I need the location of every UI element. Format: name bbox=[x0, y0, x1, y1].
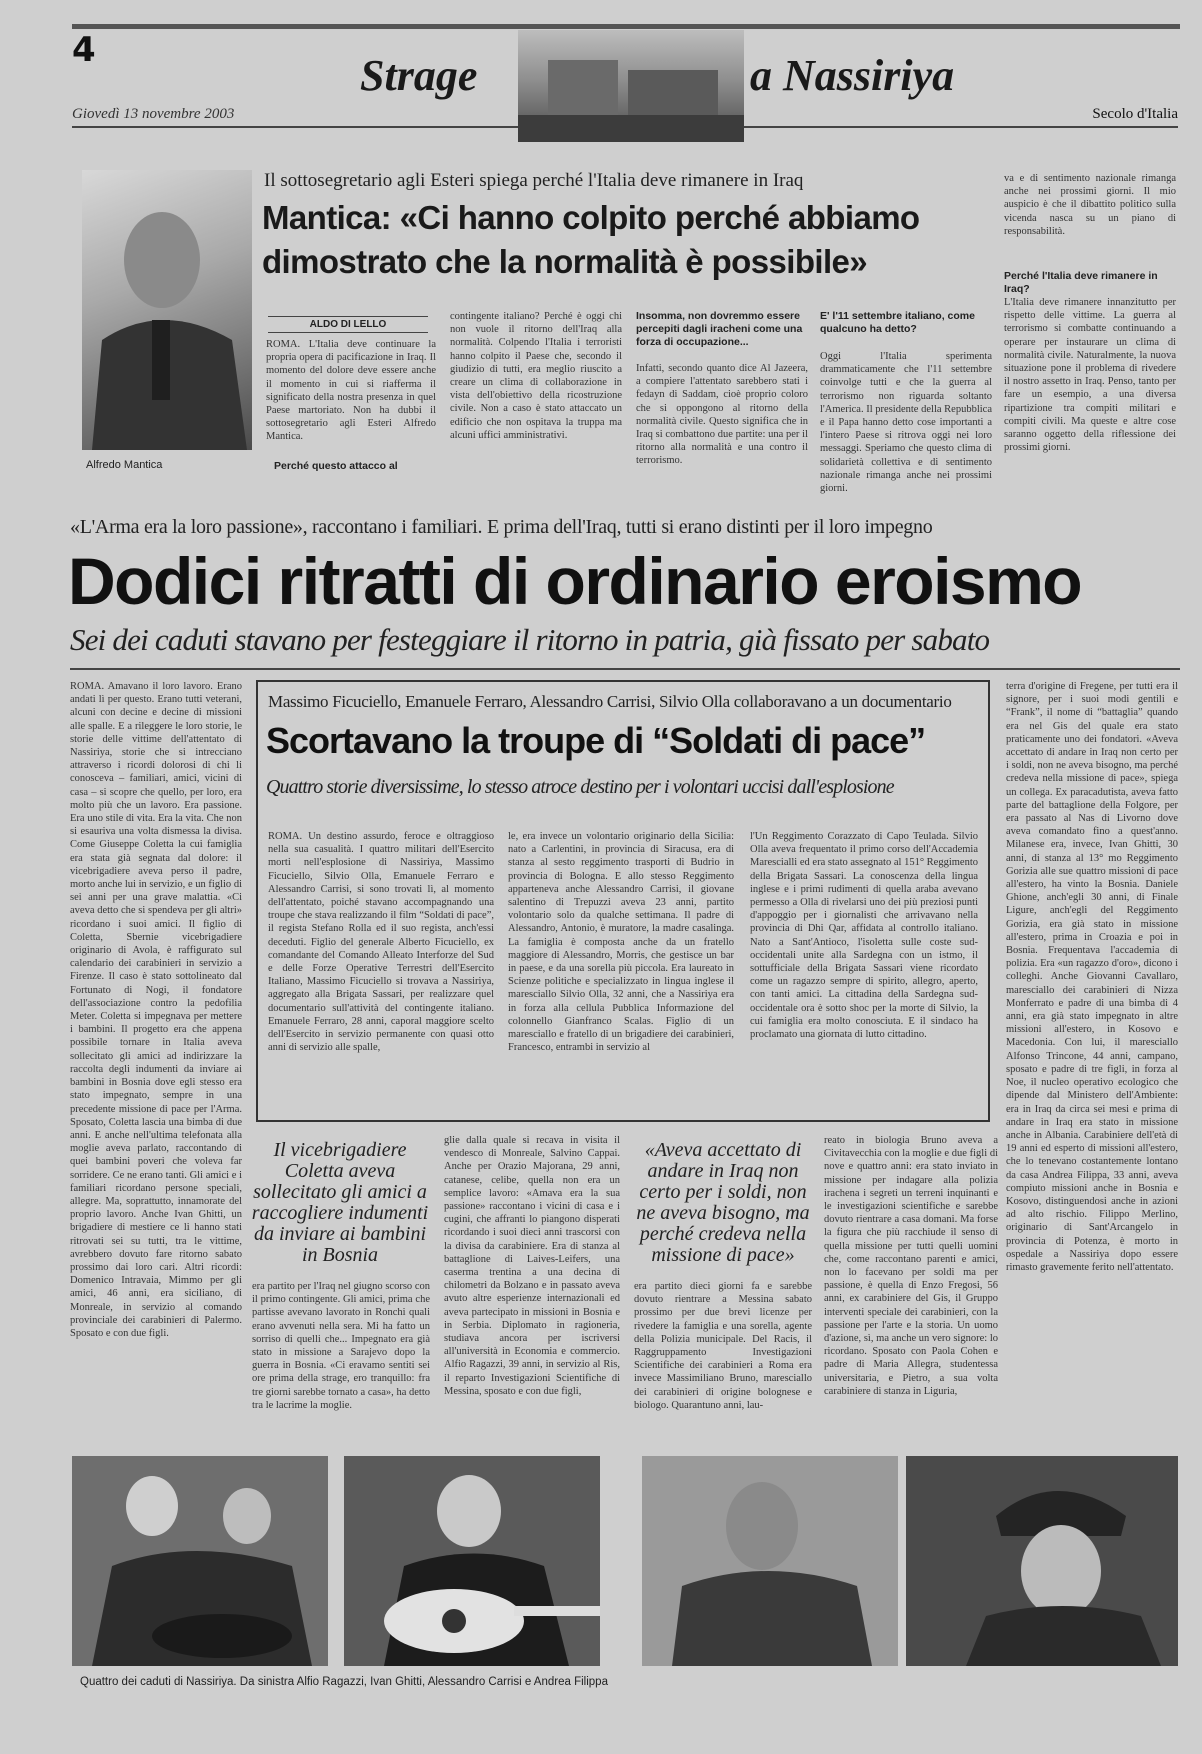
photo-alfio-ragazzi bbox=[72, 1456, 328, 1666]
article1-col1-question: Perché questo attacco al bbox=[274, 460, 398, 472]
box-subhead: Quattro storie diversissime, lo stesso atroce destino per i volontari uccisi dall'esplosione bbox=[266, 776, 894, 798]
article2-subhead: Sei dei caduti stavano per festeggiare il ritorno in patria, già fissato per sabato bbox=[70, 622, 990, 657]
article1-col5-question: Perché l'Italia deve rimanere in Iraq? bbox=[1004, 270, 1158, 295]
article1-col3: Infatti, secondo quanto dice Al Jazeera, a compiere l'attentato sarebbero stati i fedayn di Saddam, cioè proprio coloro che si oppongono al ritorno della normalità civile. Questo significa che in Iraq si combattono due partite: una per il ritorno alla normalità e una contro il terrorismo. bbox=[636, 363, 808, 467]
article1-col5: va e di sentimento nazionale rimanga anche nei prossimi giorni. Il mio auspicio è che il dibattito politico sulla vicenda nasca su un piano di responsabilità. bbox=[1004, 173, 1176, 237]
pullquote-coletta: Il vicebrigadiere Coletta aveva sollecitato gli amici a raccogliere indumenti da inviare ai bambini in Bosnia bbox=[251, 1139, 429, 1266]
article1-col3-question: Insomma, non dovremmo essere percepiti dagli iracheni come una forza di occupazione... bbox=[636, 310, 803, 348]
article1-kicker: Il sottosegretario agli Esteri spiega perché l'Italia deve rimanere in Iraq bbox=[264, 170, 804, 191]
article1-col4-question: E' l'11 settembre italiano, come qualcuno ha detto? bbox=[820, 310, 975, 335]
article1-headline: Mantica: «Ci hanno colpito perché abbiamo dimostrato che la normalità è possibile» bbox=[262, 199, 920, 280]
photo-alessandro-carrisi bbox=[642, 1456, 898, 1666]
newspaper-name: Secolo d'Italia bbox=[1092, 106, 1178, 122]
article1-col1: ROMA. L'Italia deve continuare la propria opera di pacificazione in Iraq. Il momento del dolore deve essere anche il momento in cui si riafferma il significato della nostra presenza in quel Paese martoriato. Non ha dubbi il sottosegretario agli Esteri Alfredo Mantica. bbox=[266, 339, 436, 443]
article1-col2: contingente italiano? Perché è oggi chi non vuole il ritorno dell'Iraq alla normalità. Colpendo l'Italia i terroristi hanno colpito il Paese che, secondo il giudizio di tutti, era meglio riuscito a creare un clima di collaborazione in vista dell'obiettivo della ricostruzione civile. Non a caso è stato attaccato un edificio che non ospitava la truppa ma alcuni uffici amministrativi. bbox=[450, 311, 622, 441]
photo-andrea-filippa bbox=[906, 1456, 1178, 1666]
article2-bottom-col4: reato in biologia Bruno aveva a Civitavecchia con la moglie e due figli di nove e quattro anni: era stato inviato in missione per indagare alla polizia irachena i segreti un terreni inquinanti e le investigazioni scientifiche e sarebbe dovuto rientrare a casa domani. Ma forse la figura che più racchiude il senso di quella missione per tutti quelli uomini che, come raccontano parenti e amici, non lo facevano per soldi ma per passione, è quella di Enzo Fregosi, 56 anni, ex carabiniere del Gis, il Gruppo interventi speciale dei carabinieri, con la passione per l'arte e la storia. Un uomo d'azione, sì, ma anche un vero signore: lo ricordano. Sposato con Paola Cohen e padre di Maria Allegra, studentessa universitaria, e Pietro, a sua volta carabiniere di stanza in Liguria, bbox=[824, 1135, 998, 1397]
article2-right-col: terra d'origine di Fregene, per tutti era il signore, per i suoi modi gentili e “Frank”, il nome di “battaglia” quando era nel Gis del quale era stato praticamente uno dei fondatori. «Aveva accettato di andare in Iraq non certo per i soldi, non ne aveva bisogno, ma perché credeva nella missione di pace», spiega un collega. Ex paracadutista, aveva fatto parte del battaglione della Folgore, per era passato al Nas di Livorno dove aveva comandato fino a quest'anno. Milanese era, invece, Ivan Ghitti, 30 anni, di stanza al 13° mo Reggimento Gorizia alle sue quattro missioni di pace all'estero, ha vinto la Bosnia. Daniele Ghione, anch'egli 30 anni, di Finale Ligure, anch'egli del Reggimento Gorizia, era già stato in missione all'estero, prima in Croazia e poi in Bosnia. Frequentava l'accademia di polizia. Era «un ragazzo d'oro», dicono i colleghi. Anche Giovanni Cavallaro, maresciallo dei carabinieri di Nizza Monferrato e padre di una bimba di 4 anni, era già stato impegnato in altre missioni all'estero, in Kosovo e Macedonia. Con lui, il maresciallo Alfonso Trincone, 44 anni, campano, sposato e padre di tre figli, in forza al Noe, il nucleo operativo ecologico che dipende dal Ministero dell'Ambiente: era in Iraq da circa sei mesi e prima di andare in Iraq era stato in missione anche in Albania. Carabiniere dell'età di 19 anni ed esperto di missioni all'estero, che lo tenevano costantemente lontano da casa Andrea Filippa, 33 anni, aveva compiuto missioni anche in Bosnia e Kosovo, distinguendosi anche in azioni ad alto rischio. Filippo Merlino, originario di Sant'Arcangelo in provincia di Potenza, è morto in ospedale a Nassiriya dopo essere rimasto gravemente ferito nell'attentato. bbox=[1006, 681, 1178, 1273]
photo-ivan-ghitti bbox=[344, 1456, 600, 1666]
box-col2: le, era invece un volontario originario della Sicilia: nato a Carlentini, in provincia di Siracusa, era di stanza al sesto reggimento trasporti di Budrio in provincia di Bologna. E allo stesso Reggimento apparteneva anche Alessandro Carrisi, il giovane salentino di Trepuzzi aveva 23 anni, partito volontario solo da qualche settimana. Il padre di Alessandro, Antonio, è muratore, la madre casalinga. La famiglia è composta anche da un fratello maggiore di Alessandro, Morris, che gestisce un bar in paese, e da una sorella più piccola. Era laureato in Scienze politiche e specializzato in lingua inglese il maresciallo Silvio Olla, 32 anni, che a Nassiriya era in forza alla cellula Pubblica Informazione del colonnello Gianfranco Scalas. Figlio di un maresciallo e fratello di un brigadiere dei carabinieri, Francesco, entrambi in servizio al bbox=[508, 831, 734, 1054]
issue-date: Giovedì 13 novembre 2003 bbox=[72, 106, 235, 122]
article2-headline: Dodici ritratti di ordinario eroismo bbox=[68, 544, 1082, 618]
article2-kicker: «L'Arma era la loro passione», raccontano i familiari. E prima dell'Iraq, tutti si erano distinti per il loro impegno bbox=[70, 516, 933, 538]
pullquote-missione: «Aveva accettato di andare in Iraq non certo per i soldi, non ne aveva bisogno, ma perché credeva nella missione di pace» bbox=[636, 1139, 810, 1266]
article1-col4: Oggi l'Italia sperimenta drammaticamente che l'11 settembre coinvolge tutti e che la guerra al terrorismo non riguarda soltanto l'America. Il presidente della Repubblica e il Papa hanno detto cose importanti a l'intero Paese si ritrova oggi nei loro messaggi. Speriamo che questo clima di solidarietà collettiva e di sentimento nazionale rimanga anche nei prossimi giorni. bbox=[820, 351, 992, 495]
article2-bottom-col1: era partito per l'Iraq nel giugno scorso con il primo contingente. Gli amici, prima che partisse avevano lavorato in Ronchi quali erano avvenuti nella sera. Mi ha fatto un sorriso di quelli che... Impegnato era già stato in missione a Sarajevo dopo la guerra in Bosnia. «Ci eravamo sentiti sei ore prima della strage, ero tranquillo: fra tre giorni sarebbe tornato a casa», ha detto tra le lacrime la moglie. bbox=[252, 1281, 430, 1411]
mantica-photo bbox=[82, 170, 252, 450]
article2-bottom-col3: era partito dieci giorni fa e sarebbe dovuto rientrare a Messina sabato prossimo per due brevi licenze per rivedere la famiglia e una sorella, agente della Polizia municipale. Del Racis, il Raggruppamento Investigazioni Scientifiche dei carabinieri a Roma era invece Massimiliano Bruno, maresciallo dei carabinieri di origine bolognese e biologo. Quarantuno anni, lau- bbox=[634, 1281, 812, 1411]
box-kicker: Massimo Ficuciello, Emanuele Ferraro, Alessandro Carrisi, Silvio Olla collaboravano a un documentario bbox=[268, 692, 952, 711]
box-col1: ROMA. Un destino assurdo, feroce e oltraggioso nella sua casualità. I quattro militari dell'Esercito morti nell'esplosione di Nassiriya, Massimo Ficuciello, Silvio Olla, Emanuele Ferraro e Alessandro Carrisi, si sono trovati lì, al momento dell'attentato, poiché stavano accompagnando una troupe che stava realizzando il film “Soldati di pace”, il regista Stefano Rolla ed il suo regista, anch'essi deceduti. Figlio del generale Alberto Ficuciello, ex comandante del Comando Alleato Interforze del Sud e delle Forze Operative Terrestri dell'Esercito Italiano, Massimo Ficuciello si trovava a Nassiriya, aggregato alla Brigata Sassari, per realizzare quel documentario sull'attività del contingente italiano. Emanuele Ferraro, 28 anni, caporal maggiore scelto dell'Esercito in servizio permanente con quasi otto anni di servizio alle spalle, bbox=[268, 831, 494, 1054]
article2-bottom-col2: glie dalla quale si recava in visita il vendesco di Monreale, Salvino Cappai. Anche per Orazio Majorana, 29 anni, catanese, celibe, quella non era un semplice lavoro: «Amava era la sua passione» raccontano i vicini di casa e i cugini, che affranti lo piangono disperati ricordando i suoi dieci anni trascorsi con la divisa da carabiniere. Era di stanza al battaglione di Laives-Leifers, una caserma trentina a una decina di chilometri da Bolzano e in passato aveva avuto altre esperienze internazionali ed aveva partecipato in missioni in Bosnia e in Serbia. Diplomato in ragioneria, studiava ancora per iscriversi all'università in Economia e commercio. Alfio Ragazzi, 39 anni, in servizio al Ris, il reparto Investigazioni Scientifiche di Messina, sposato e con due figli, bbox=[444, 1135, 620, 1397]
masthead-photo bbox=[518, 30, 744, 142]
box-col3: l'Un Reggimento Corazzato di Capo Teulada. Silvio Olla aveva frequentato il primo corso dell'Accademia Marescialli ed era stato assegnato al 151° Reggimento della Brigata Sassari. La conoscenza della lingua inglese e i primi rudimenti di quella araba avevano permesso a Olla di rivelarsi uno dei più preziosi punti d'appoggio per i giornalisti che arrivavano nella provincia di Dhi Qar, affidata al controllo italiano. Nato a Sant'Antioco, l'isoletta sulle coste sud-occidentali unite alla Sardegna con un istmo, il sottufficiale della Brigata Sassari viene ricordato come un ragazzo sempre di spirito, allegro, aperto, con tanti amici. La cittadina della Sardegna sud-occidentale ora è sotto shoc per la morte di Silvio, la cui famiglia era molto conosciuta. E il sindaco ha proclamato una giornata di lutto cittadino. bbox=[750, 831, 978, 1041]
photo-caption-mantica: Alfredo Mantica bbox=[86, 459, 163, 471]
photos-caption: Quattro dei caduti di Nassiriya. Da sinistra Alfio Ragazzi, Ivan Ghitti, Alessandro Carrisi e Andrea Filippa bbox=[80, 1676, 608, 1688]
masthead-title-right: a Nassiriya bbox=[750, 51, 955, 100]
box-headline: Scortavano la troupe di “Soldati di pace” bbox=[266, 720, 926, 761]
page-number: 4 bbox=[72, 30, 96, 70]
article1-byline: ALDO DI LELLO bbox=[268, 316, 428, 333]
masthead-title-left: Strage bbox=[360, 51, 478, 100]
top-rule bbox=[72, 24, 1180, 29]
article2-left-col: ROMA. Amavano il loro lavoro. Erano andati lì per questo. Erano tutti veterani, alcuni con decine e decine di missioni alle spalle. E a rileggere le loro storie, le storie delle vittime dell'attentato di Nassiriya, storie che si intrecciano attraverso i ricordi dolorosi di chi li conosceva – familiari, amici, vicini di casa – si scopre che quello, per loro, era molto più che un lavoro. Era passione. Era uno stile di vita. Era la vita. Che non si esauriva una volta dismessa la divisa. Come Giuseppe Coletta la cui famiglia era stata già segnata dal dolore: il vicebrigadiere aveva perso il padre, morto anche lui in servizio, e un figlio di sei anni per una grave malattia. «Ci aveva detto che si spendeva per gli altri» ricordano i suoi amici. Il figlio di Coletta, Sbernie vicebrigadiere originario di Avola, è raffigurato sul calendario dei carabinieri in servizio a Firenze. Il caso è stato sottolineato dal Fortunato di Nogi, il fondatore dell'associazione contro la pedofilia Meter. Coletta si impegnava per mettere i bambini. Il progetto era che appena possibile tornare in Italia aveva sollecitato gli amici ad indirizzare la raccolta degli indumenti da inviare ai bambini in Bosnia dove egli stesso era stato impegnato, sempre in una precedente missione di pace per l'Arma. Sposato, Coletta lascia una bimba di due anni. E anche nell'ultima telefonata alla moglie aveva parlato, raccontando di quei bambini poveri che voleva far sorridere. Ce ne erano tanti. Gli amici e i familiari ricordano persone speciali, allegre. Ma, soprattutto, innamorate del proprio lavoro. Anche Ivan Ghitti, un brigadiere di mestiere ce li hanno stati ritrovati sei su tutti, tra le vittime, avrebbero dovuto fare ritorno sabato prossimo dai loro cari. Altri ricordi: Domenico Intravaia, Mimmo per gli amici, 46 anni, era siciliano, di Monreale, in servizio al comando provinciale dei carabinieri di Palermo. Sposato e con due figli. bbox=[70, 681, 242, 1339]
article1-col5b: L'Italia deve rimanere innanzitutto per rispetto delle vittime. La guerra al terrorismo si combatte continuando a operare per instaurare un clima di normalità civile. Naturalmente, la nuova situazione pone il problema di rivedere il nostro assetto in Iraq. Penso, tanto per fare un esempio, a una diversa ripartizione tra compiti militari e compiti civili. Ma queste e altre cose saranno oggetto della riflessione dei prossimi giorni. bbox=[1004, 297, 1176, 454]
